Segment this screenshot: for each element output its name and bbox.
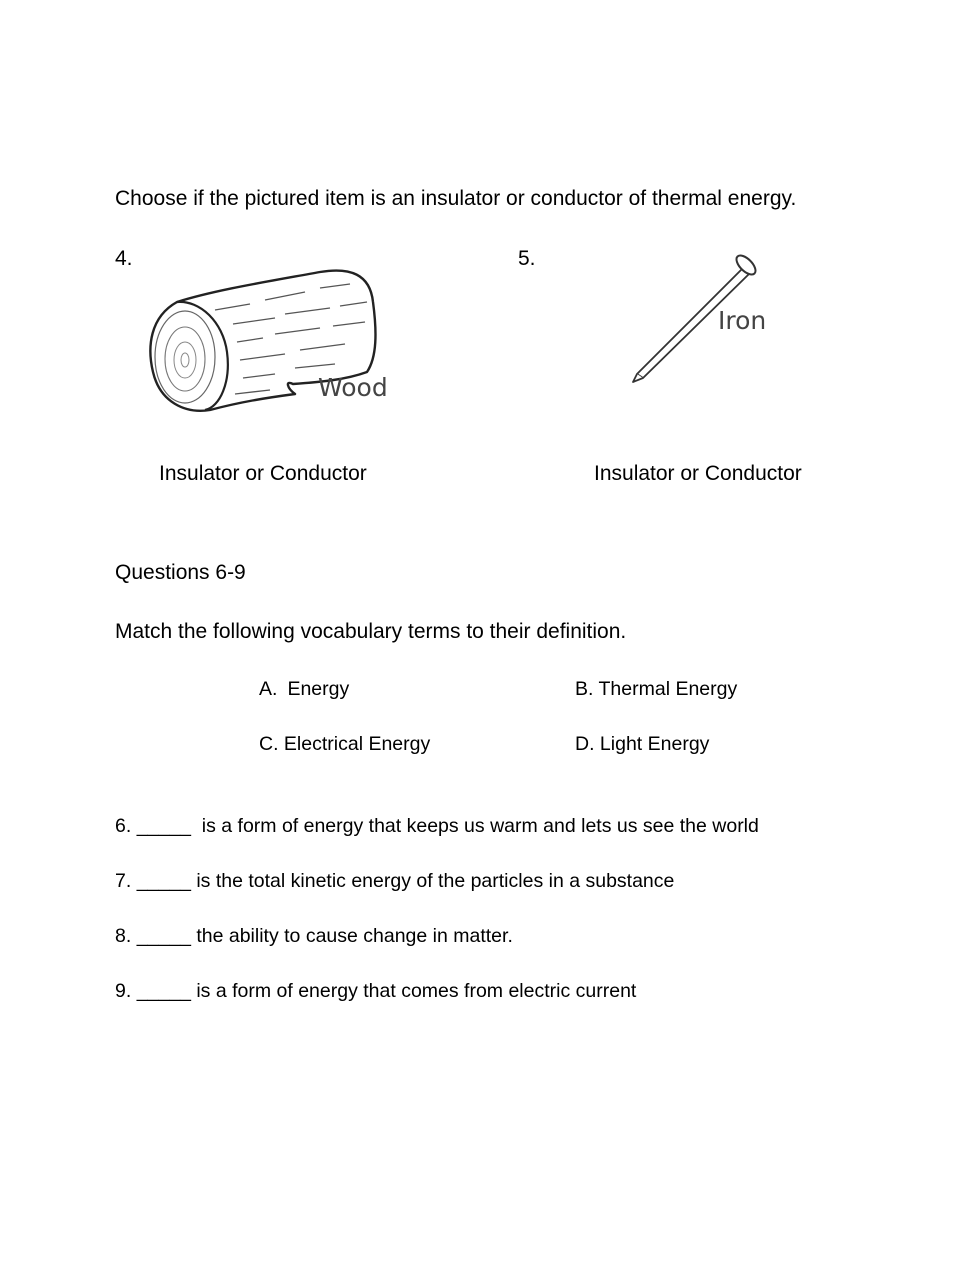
question-8 [115, 927, 513, 947]
term-letter: A. [259, 678, 278, 700]
wood-log-illustration [145, 262, 390, 417]
answer-blank[interactable]: _____ [136, 870, 191, 892]
question-number: 9. [115, 980, 132, 1002]
term-letter: B. [575, 678, 594, 700]
term-letter: C. [259, 733, 279, 755]
term-text: Thermal Energy [598, 678, 738, 700]
item-number-4: 4. [115, 247, 133, 270]
answer-blank[interactable]: _____ [136, 980, 191, 1002]
term-b [575, 680, 737, 700]
section-title: Questions 6-9 [115, 561, 246, 584]
question-7 [115, 872, 674, 892]
question-number: 6. [115, 815, 132, 837]
item-4-choice: Insulator or Conductor [159, 462, 367, 485]
question-number: 7. [115, 870, 132, 892]
question-text: is a form of energy that comes from electric current [196, 980, 637, 1002]
iron-label: Iron [718, 306, 767, 335]
question-text: the ability to cause change in matter. [196, 925, 513, 947]
item-number-5: 5. [518, 247, 536, 270]
question-number: 8. [115, 925, 132, 947]
answer-blank[interactable]: _____ [136, 815, 191, 837]
answer-blank[interactable]: _____ [136, 925, 191, 947]
item-5-choice: Insulator or Conductor [594, 462, 802, 485]
term-text: Light Energy [599, 733, 710, 755]
term-a [259, 680, 349, 700]
instruction-text: Choose if the pictured item is an insulator or conductor of thermal energy. [115, 187, 797, 210]
term-text: Electrical Energy [283, 733, 431, 755]
term-c [259, 735, 430, 755]
term-letter: D. [575, 733, 595, 755]
term-text: Energy [287, 678, 350, 700]
match-instruction: Match the following vocabulary terms to their definition. [115, 620, 627, 643]
question-9 [115, 982, 636, 1002]
wood-label: Wood [318, 373, 388, 402]
question-text: is a form of energy that keeps us warm and lets us see the world [196, 815, 759, 837]
iron-nail-illustration [625, 250, 775, 385]
question-6 [115, 817, 759, 837]
question-text: is the total kinetic energy of the particles in a substance [196, 870, 675, 892]
term-d [575, 735, 709, 755]
